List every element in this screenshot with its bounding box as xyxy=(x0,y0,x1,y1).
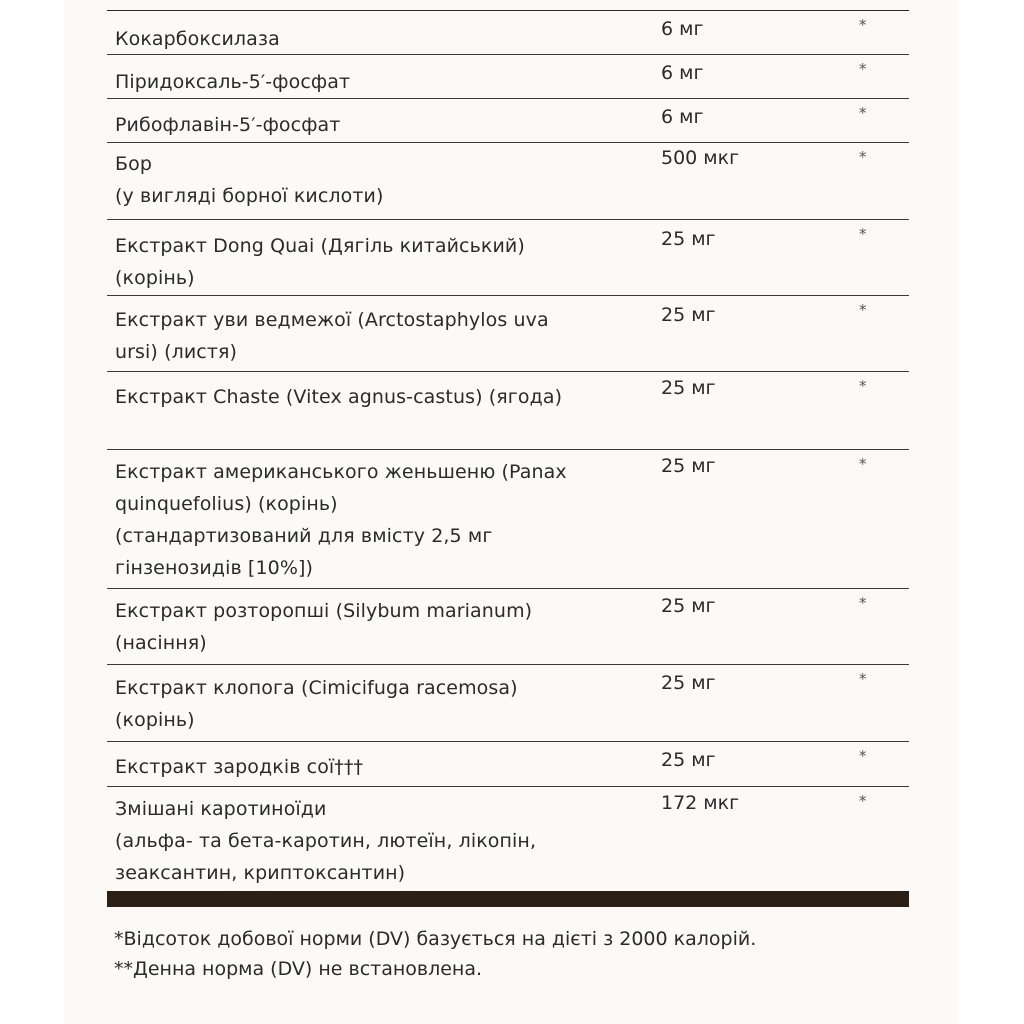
ingredient-amount: 25 мг xyxy=(661,595,716,617)
table-row xyxy=(107,296,909,372)
ingredient-name xyxy=(115,595,655,659)
ingredient-name-line: гінзенозидів [10%]) xyxy=(115,557,313,579)
daily-value-marker: * xyxy=(859,792,867,810)
ingredient-name xyxy=(115,148,655,212)
table-row xyxy=(107,665,909,742)
daily-value-marker: * xyxy=(859,225,867,243)
ingredient-name-line: Змішані каротиноїди xyxy=(115,798,327,820)
ingredient-amount: 6 мг xyxy=(661,18,704,40)
ingredient-name xyxy=(115,230,655,294)
ingredient-name-line: quinquefolius) (корінь) xyxy=(115,493,338,515)
ingredient-name-line: Екстракт Dong Quai (Дягіль китайський) xyxy=(115,235,525,257)
daily-value-marker: * xyxy=(859,670,867,688)
ingredient-name-line: Екстракт зародків сої††† xyxy=(115,756,364,778)
ingredient-name-line: (стандартизований для вмісту 2,5 мг xyxy=(115,525,493,547)
ingredient-name xyxy=(115,109,655,141)
daily-value-marker: * xyxy=(859,301,867,319)
ingredient-name xyxy=(115,456,655,584)
daily-value-marker: * xyxy=(859,148,867,166)
table-row xyxy=(107,220,909,296)
ingredient-name-line: Кокарбоксилаза xyxy=(115,28,280,50)
table-bottom-rule xyxy=(107,891,909,907)
ingredient-name xyxy=(115,751,655,783)
ingredient-name-line: Екстракт клопога (Cimicifuga racemosa) xyxy=(115,677,518,699)
table-row xyxy=(107,99,909,143)
ingredient-name-line: Екстракт американського женьшеню (Panax xyxy=(115,461,567,483)
ingredient-name xyxy=(115,793,655,889)
ingredient-name-line: ursi) (листя) xyxy=(115,341,238,363)
table-row xyxy=(107,143,909,220)
ingredient-amount: 25 мг xyxy=(661,304,716,326)
daily-value-marker: * xyxy=(859,455,867,473)
ingredient-amount: 500 мкг xyxy=(661,147,740,169)
daily-value-marker: * xyxy=(859,594,867,612)
ingredient-name-line: (альфа- та бета-каротин, лютеїн, лікопін, xyxy=(115,830,537,852)
table-row xyxy=(107,450,909,589)
ingredient-amount: 25 мг xyxy=(661,749,716,771)
ingredient-name-line: зеаксантин, криптоксантин) xyxy=(115,862,406,884)
ingredient-name-line: Екстракт уви ведмежої (Arctostaphylos uva xyxy=(115,309,549,331)
footnote-dv-basis: *Відсоток добової норми (DV) базується на дієті з 2000 калорій. xyxy=(114,928,757,950)
ingredient-name-line: Екстракт Chaste (Vitex agnus-castus) (ягода) xyxy=(115,386,563,408)
ingredient-name-line: Бор xyxy=(115,153,153,175)
ingredient-amount: 6 мг xyxy=(661,62,704,84)
table-row xyxy=(107,787,909,892)
ingredient-name xyxy=(115,672,655,736)
ingredient-amount: 172 мкг xyxy=(661,792,740,814)
ingredient-name-line: (корінь) xyxy=(115,709,195,731)
ingredients-table xyxy=(107,10,909,892)
ingredient-amount: 25 мг xyxy=(661,377,716,399)
ingredient-name-line: Рибофлавін-5′-фосфат xyxy=(115,114,341,136)
daily-value-marker: * xyxy=(859,104,867,122)
table-row xyxy=(107,589,909,665)
daily-value-marker: * xyxy=(859,377,867,395)
ingredient-name xyxy=(115,304,655,368)
daily-value-marker: * xyxy=(859,16,867,34)
daily-value-marker: * xyxy=(859,60,867,78)
ingredient-name xyxy=(115,66,655,98)
footnote-dv-not-established: **Денна норма (DV) не встановлена. xyxy=(114,958,483,980)
table-row xyxy=(107,742,909,787)
table-row xyxy=(107,55,909,99)
ingredient-name-line: (насіння) xyxy=(115,632,207,654)
ingredient-amount: 25 мг xyxy=(661,228,716,250)
ingredient-name-line: Екстракт розторопші (Silybum marianum) xyxy=(115,600,533,622)
ingredient-amount: 6 мг xyxy=(661,106,704,128)
ingredient-name xyxy=(115,381,655,413)
table-row xyxy=(107,11,909,55)
ingredient-amount: 25 мг xyxy=(661,455,716,477)
ingredient-name-line: Піридоксаль-5′-фосфат xyxy=(115,71,351,93)
table-row xyxy=(107,372,909,450)
ingredient-amount: 25 мг xyxy=(661,672,716,694)
footnotes xyxy=(114,924,914,984)
ingredient-name-line: (у вигляді борної кислоти) xyxy=(115,185,384,207)
daily-value-marker: * xyxy=(859,747,867,765)
ingredient-name xyxy=(115,23,655,55)
ingredient-name-line: (корінь) xyxy=(115,267,195,289)
